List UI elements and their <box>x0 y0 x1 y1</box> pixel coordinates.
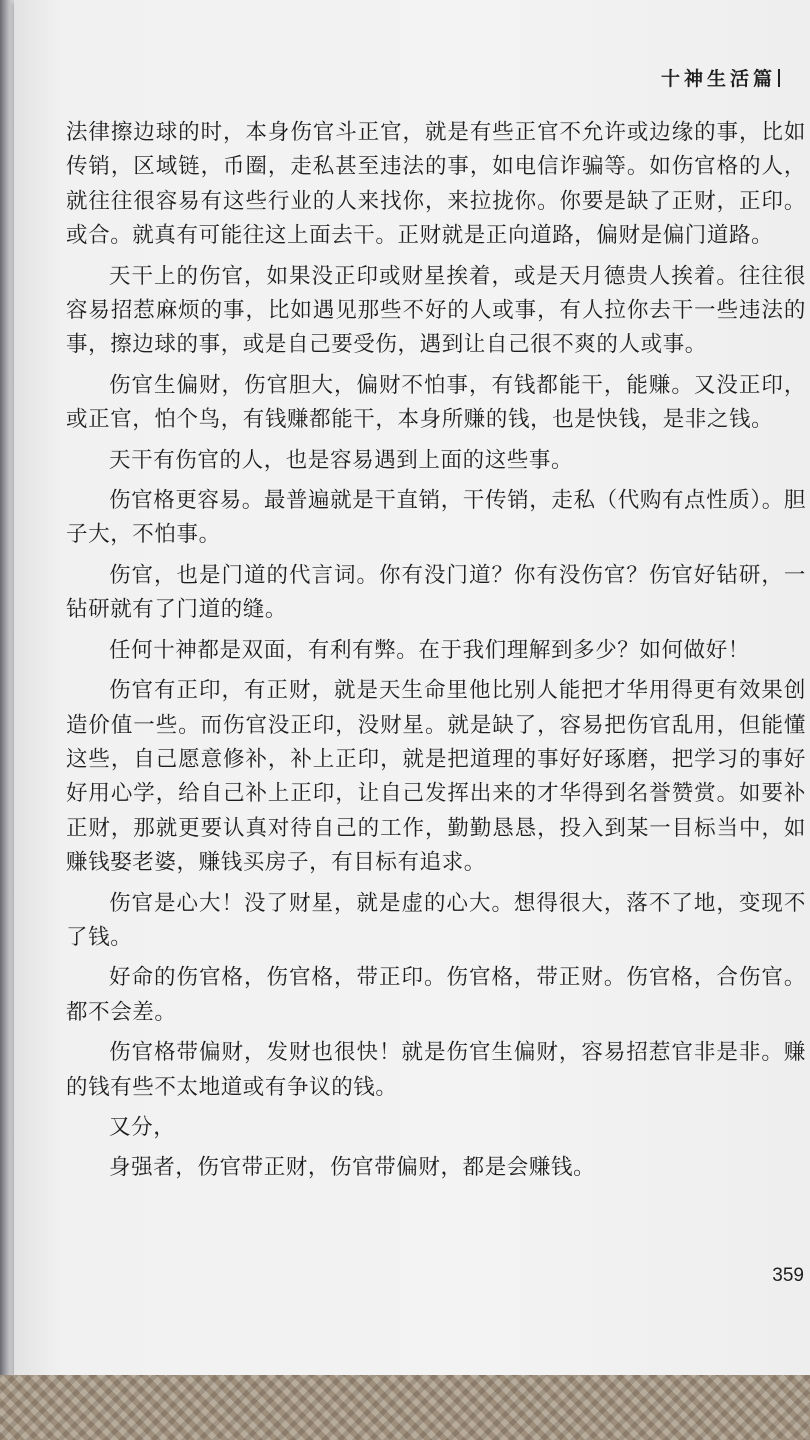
paragraph-7: 任何十神都是双面，有利有弊。在于我们理解到多少？如何做好！ <box>109 637 750 663</box>
paragraph-3: 伤官生偏财，伤官胆大，偏财不怕事，有钱都能干，能赚。又没正印，或正官，怕个鸟，有钱赚都能干，本身所赚的钱，也是快钱，是非之钱。 <box>66 372 806 433</box>
paragraph-11: 伤官格带偏财，发财也很快！就是伤官生偏财，容易招惹官非是非。赚的钱有些不太地道或有争议的钱。 <box>66 1040 806 1100</box>
book-page <box>14 0 810 1375</box>
paragraph-4: 天干有伤官的人，也是容易遇到上面的这些事。 <box>109 447 574 473</box>
paragraph-12: 又分， <box>109 1114 176 1140</box>
paragraph-2: 天干上的伤官，如果没正印或财星挨着，或是天月德贵人挨着。往往很容易招惹麻烦的事，比如遇见那些不好的人或事，有人拉你去干一些违法的事，擦边球的事，或是自己要受伤，遇到让自己很不爽的人或事。 <box>66 263 806 358</box>
paragraph-6: 伤官，也是门道的代言词。你有没门道？你有没伤官？伤官好钻研，一钻研就有了门道的缝。 <box>66 562 806 623</box>
page-body <box>66 116 806 1186</box>
page-number: 359 <box>772 1265 804 1286</box>
header-divider <box>778 69 780 87</box>
paragraph-1: 法律擦边球的时，本身伤官斗正官，就是有些正官不允许或边缘的事，比如传销，区域链，币圈，走私甚至违法的事，如电信诈骗等。如伤官格的人，就往往很容易有这些行业的人来找你，来拉拢你。你要是缺了正财，正印。或合。就真有可能往这上面去干。正财就是正向道路，偏财是偏门道路。 <box>66 120 806 249</box>
paragraph-9: 伤官是心大！没了财星，就是虚的心大。想得很大，落不了地，变现不了钱。 <box>66 890 806 950</box>
running-header <box>661 64 780 91</box>
book-spine <box>0 0 14 1440</box>
running-header-title: 十神生活篇 <box>660 68 776 90</box>
paragraph-8: 伤官有正印，有正财，就是天生命里他比别人能把才华用得更有效果创造价值一些。而伤官没正印，没财星。就是缺了，容易把伤官乱用，但能懂这些，自己愿意修补，补上正印，就是把道理的事好好琢磨，把学习的事好好用心学，给自己补上正印，让自己发挥出来的才华得到名誉赞赏。如要补正财，那就更要认真对待自己的工作，勤勤恳恳，投入到某一目标当中，如赚钱娶老婆，赚钱买房子，有目标有追求。 <box>66 678 806 876</box>
paragraph-10: 好命的伤官格，伤官格，带正印。伤官格，带正财。伤官格，合伤官。都不会差。 <box>66 965 806 1025</box>
paragraph-13: 身强者，伤官带正财，伤官带偏财，都是会赚钱。 <box>109 1155 596 1181</box>
paragraph-5: 伤官格更容易。最普遍就是干直销，干传销，走私（代购有点性质）。胆子大，不怕事。 <box>66 488 806 548</box>
tablecloth-background <box>0 1375 810 1440</box>
